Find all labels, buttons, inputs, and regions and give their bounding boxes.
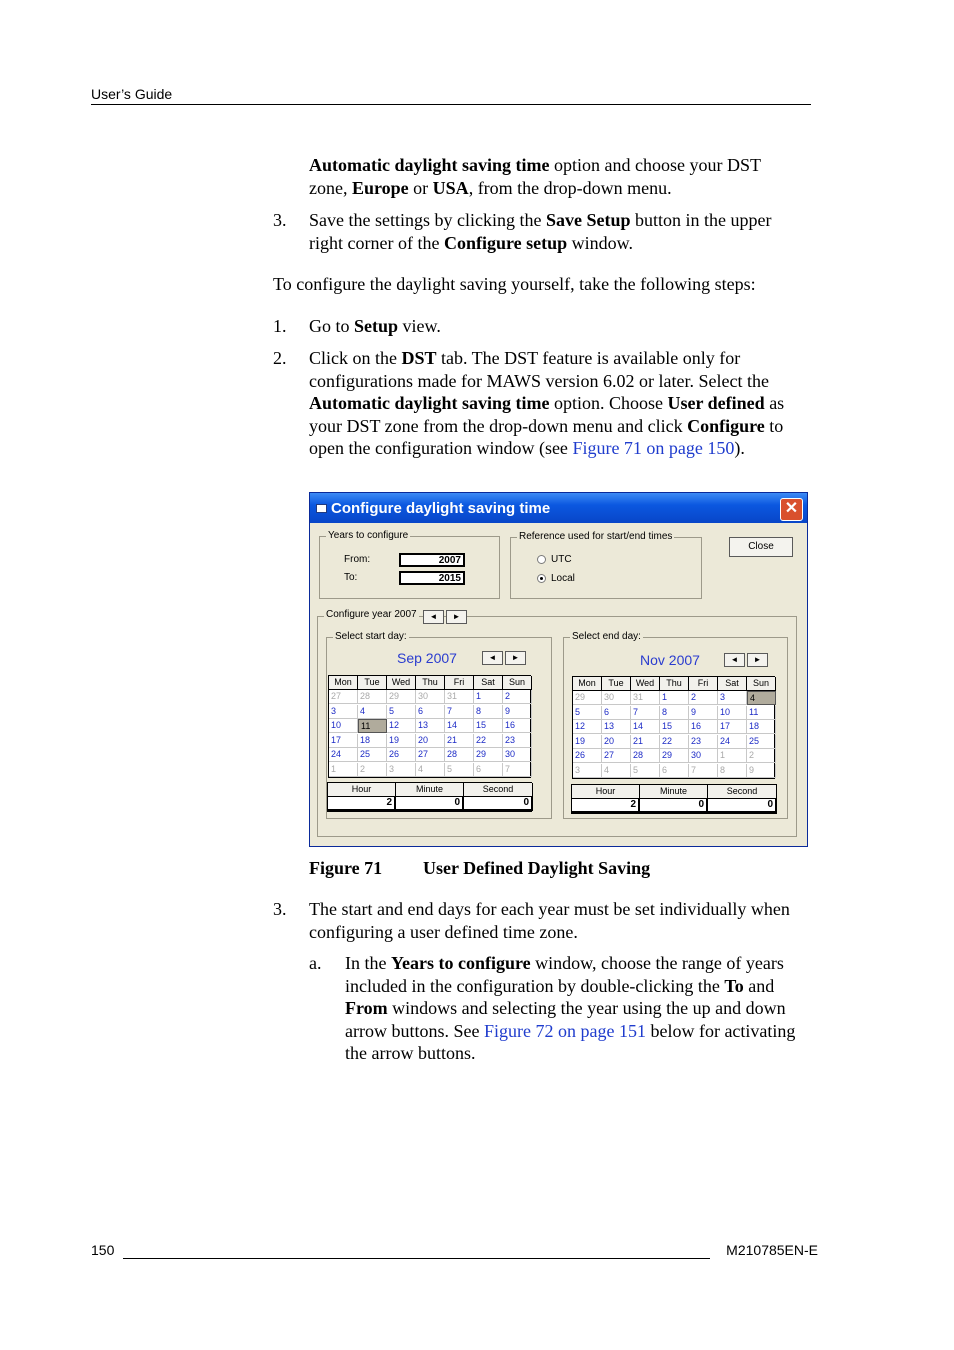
- calendar-day[interactable]: 10: [718, 706, 747, 720]
- calendar-day[interactable]: 7: [689, 764, 718, 778]
- figure-caption-number: Figure 71: [309, 858, 383, 878]
- calendar-day[interactable]: 29: [474, 748, 503, 762]
- bold-term: User defined: [667, 393, 765, 413]
- calendar-day[interactable]: 3: [718, 691, 747, 705]
- group-label: Select start day:: [335, 631, 407, 642]
- end-next-month-button[interactable]: ►: [747, 653, 768, 667]
- bold-term: Save Setup: [545, 210, 631, 230]
- day-header: Mon: [329, 676, 358, 690]
- calendar-day[interactable]: 29: [387, 690, 416, 704]
- time-header: Minute: [396, 783, 464, 797]
- substep-years: [345, 952, 795, 1065]
- end-prev-month-button[interactable]: ◄: [724, 653, 745, 667]
- calendar-day[interactable]: 28: [358, 690, 387, 704]
- text-span: window, choose the range of years: [530, 953, 784, 973]
- to-year-field[interactable]: 2015: [399, 571, 465, 585]
- end-time-fields: [571, 784, 777, 814]
- bold-term: Years to configure: [390, 953, 531, 973]
- step-go-to-setup: [309, 315, 441, 338]
- calendar-day[interactable]: 22: [660, 735, 689, 749]
- bold-term: Setup: [354, 316, 399, 336]
- calendar-day[interactable]: 17: [718, 720, 747, 734]
- time-header: Minute: [640, 785, 708, 799]
- calendar-day[interactable]: 2: [747, 749, 776, 763]
- calendar-day[interactable]: 15: [660, 720, 689, 734]
- calendar-day[interactable]: 16: [689, 720, 718, 734]
- text-span: option and choose your DST: [549, 155, 761, 175]
- calendar-day[interactable]: 30: [689, 749, 718, 763]
- time-value-field[interactable]: 0: [708, 799, 777, 813]
- utc-radio[interactable]: [537, 555, 546, 564]
- text-span: windows and selecting the year using the up and down: [387, 998, 786, 1018]
- text-span: arrow buttons. See: [345, 1020, 484, 1041]
- configure-dst-window: [309, 492, 808, 847]
- text-span: configurations made for MAWS version 6.02 or later. Select the: [309, 370, 769, 391]
- calendar-day[interactable]: 28: [445, 748, 474, 762]
- calendar-day[interactable]: 4: [602, 764, 631, 778]
- calendar-day[interactable]: 19: [387, 734, 416, 748]
- text-span: the arrow buttons.: [345, 1043, 476, 1063]
- calendar-day[interactable]: 1: [718, 749, 747, 763]
- from-label: From:: [344, 554, 371, 565]
- time-header: Hour: [328, 783, 396, 797]
- configure-year-label: Configure year 2007: [326, 609, 417, 620]
- document-id: M210785EN-E: [726, 1242, 818, 1258]
- time-value-field[interactable]: 0: [640, 799, 708, 813]
- group-label: Reference used for start/end times: [519, 531, 673, 542]
- calendar-day[interactable]: 12: [387, 719, 416, 733]
- local-radio[interactable]: [537, 574, 546, 583]
- reference-group: [510, 531, 702, 599]
- day-header: Sat: [474, 676, 503, 690]
- step-number: 1.: [273, 316, 287, 336]
- calendar-day[interactable]: 30: [503, 748, 532, 762]
- close-window-button[interactable]: ✕: [780, 498, 803, 521]
- step-number: 2.: [273, 348, 287, 368]
- time-value-field[interactable]: 2: [572, 799, 640, 813]
- calendar-day[interactable]: 14: [445, 719, 474, 733]
- calendar-day[interactable]: 4: [747, 691, 776, 705]
- local-label: Local: [551, 573, 575, 584]
- start-day-calendar[interactable]: [328, 675, 531, 778]
- calendar-day[interactable]: 5: [387, 705, 416, 719]
- calendar-day[interactable]: 21: [631, 735, 660, 749]
- prev-year-button[interactable]: ◄: [423, 610, 444, 624]
- day-header: Thu: [416, 676, 445, 690]
- calendar-day[interactable]: 15: [474, 719, 503, 733]
- window-title: Configure daylight saving time: [331, 500, 551, 517]
- calendar-day[interactable]: 18: [358, 734, 387, 748]
- calendar-day[interactable]: 5: [573, 706, 602, 720]
- text-span: window.: [567, 232, 633, 253]
- figure-71-link[interactable]: Figure 71 on page 150: [572, 438, 735, 458]
- text-span: tab. The DST feature is available only for: [436, 348, 741, 368]
- calendar-day[interactable]: 23: [689, 735, 718, 749]
- group-label: Years to configure: [328, 530, 409, 541]
- calendar-day[interactable]: 2: [503, 690, 532, 704]
- calendar-day[interactable]: 30: [416, 690, 445, 704]
- calendar-day[interactable]: 8: [660, 706, 689, 720]
- group-label: Select end day:: [572, 631, 641, 642]
- day-header: Wed: [631, 677, 660, 691]
- bold-term: Configure: [687, 415, 765, 436]
- start-prev-month-button[interactable]: ◄: [482, 651, 503, 665]
- footer-rule: [123, 1258, 710, 1259]
- text-span: view.: [398, 316, 441, 336]
- day-header: Tue: [602, 677, 631, 691]
- day-header: Sun: [503, 676, 532, 690]
- day-header: Mon: [573, 677, 602, 691]
- calendar-day[interactable]: 13: [416, 719, 445, 733]
- page-number: 150: [91, 1242, 115, 1258]
- day-header: Sun: [747, 677, 776, 691]
- day-header: Fri: [445, 676, 474, 690]
- calendar-day[interactable]: 20: [416, 734, 445, 748]
- calendar-day[interactable]: 9: [747, 764, 776, 778]
- step-save-setup: [309, 209, 771, 254]
- calendar-day[interactable]: 27: [602, 749, 631, 763]
- intro-paragraph: To configure the daylight saving yourself, take the following steps:: [273, 274, 756, 294]
- calendar-day[interactable]: 18: [747, 720, 776, 734]
- calendar-day[interactable]: 1: [329, 763, 358, 777]
- calendar-day[interactable]: 1: [660, 691, 689, 705]
- window-icon: [316, 504, 327, 513]
- calendar-day[interactable]: 17: [329, 734, 358, 748]
- start-month-label: Sep 2007: [397, 650, 457, 666]
- text-span: right corner of the: [309, 232, 444, 253]
- header-title: User’s Guide: [91, 86, 176, 102]
- utc-label: UTC: [551, 554, 572, 565]
- text-span: below for activating: [645, 1020, 796, 1041]
- start-next-month-button[interactable]: ►: [505, 651, 526, 665]
- calendar-day[interactable]: 29: [660, 749, 689, 763]
- from-year-field[interactable]: 2007: [399, 553, 465, 567]
- day-header: Fri: [689, 677, 718, 691]
- text-span: as: [764, 393, 785, 413]
- calendar-day[interactable]: 3: [329, 705, 358, 719]
- bold-term: Configure setup: [443, 232, 568, 253]
- calendar-day[interactable]: 9: [689, 706, 718, 720]
- time-header: Second: [464, 783, 533, 797]
- calendar-day[interactable]: 6: [474, 763, 503, 777]
- start-time-fields: [327, 782, 532, 812]
- calendar-day[interactable]: 27: [416, 748, 445, 762]
- calendar-day[interactable]: 25: [747, 735, 776, 749]
- day-header: Tue: [358, 676, 387, 690]
- calendar-day[interactable]: 30: [602, 691, 631, 705]
- time-value-field[interactable]: 2: [328, 797, 396, 811]
- text-span: zone,: [309, 177, 352, 198]
- calendar-day[interactable]: 19: [573, 735, 602, 749]
- text-span: Click on the: [309, 348, 402, 368]
- calendar-day[interactable]: 20: [602, 735, 631, 749]
- bold-term: Automatic daylight saving time: [309, 393, 550, 413]
- calendar-day[interactable]: 5: [445, 763, 474, 777]
- calendar-day[interactable]: 6: [602, 706, 631, 720]
- calendar-day[interactable]: 24: [329, 748, 358, 762]
- calendar-day[interactable]: 28: [631, 749, 660, 763]
- calendar-day[interactable]: 8: [474, 705, 503, 719]
- calendar-day[interactable]: 6: [416, 705, 445, 719]
- text-span: included in the configuration by double-clicking the: [345, 975, 725, 996]
- calendar-day[interactable]: 16: [503, 719, 532, 733]
- calendar-day[interactable]: 7: [445, 705, 474, 719]
- calendar-day[interactable]: 7: [503, 763, 532, 777]
- bold-term: Automatic daylight saving time: [309, 155, 550, 175]
- calendar-day[interactable]: 8: [718, 764, 747, 778]
- calendar-day[interactable]: 29: [573, 691, 602, 705]
- calendar-day[interactable]: 2: [689, 691, 718, 705]
- time-header: Hour: [572, 785, 640, 799]
- figure-72-link[interactable]: Figure 72 on page 151: [483, 1020, 646, 1041]
- text-span: option. Choose: [549, 393, 668, 413]
- text-span: your DST zone from the drop-down menu and click: [309, 415, 688, 436]
- text-span: or: [408, 177, 433, 198]
- calendar-day[interactable]: 21: [445, 734, 474, 748]
- calendar-day[interactable]: 31: [631, 691, 660, 705]
- step-number: 3.: [273, 899, 287, 919]
- text-span: to: [764, 415, 784, 436]
- substep-letter: a.: [309, 953, 322, 973]
- text-span: and: [743, 975, 775, 996]
- time-header: Second: [708, 785, 777, 799]
- calendar-day[interactable]: 26: [573, 749, 602, 763]
- calendar-day[interactable]: 1: [474, 690, 503, 704]
- step-start-end-days: [309, 898, 790, 943]
- title-bar: [310, 493, 807, 523]
- text-span: ).: [734, 438, 745, 458]
- text-span: , from the drop-down menu.: [468, 177, 672, 198]
- calendar-day[interactable]: 6: [660, 764, 689, 778]
- bold-term: To: [724, 975, 744, 996]
- calendar-day[interactable]: 31: [445, 690, 474, 704]
- text-span: The start and end days for each year must be set individually when: [309, 899, 790, 919]
- end-day-calendar[interactable]: [572, 676, 775, 779]
- end-month-label: Nov 2007: [640, 652, 700, 668]
- calendar-day[interactable]: 25: [358, 748, 387, 762]
- calendar-day[interactable]: 24: [718, 735, 747, 749]
- calendar-day[interactable]: 10: [329, 719, 358, 733]
- calendar-day[interactable]: 2: [358, 763, 387, 777]
- calendar-day[interactable]: 13: [602, 720, 631, 734]
- calendar-day[interactable]: 12: [573, 720, 602, 734]
- page-footer: [91, 1242, 818, 1260]
- close-button[interactable]: Close: [729, 537, 793, 557]
- calendar-day[interactable]: 4: [358, 705, 387, 719]
- bold-term: USA: [432, 177, 469, 198]
- calendar-day[interactable]: 7: [631, 706, 660, 720]
- calendar-day[interactable]: 26: [387, 748, 416, 762]
- calendar-day[interactable]: 22: [474, 734, 503, 748]
- bold-term: From: [345, 998, 388, 1018]
- years-to-configure-group: [319, 530, 500, 599]
- text-span: Go to: [309, 316, 354, 336]
- select-start-day-group: [326, 631, 552, 819]
- to-label: To:: [344, 572, 358, 583]
- calendar-day[interactable]: 4: [416, 763, 445, 777]
- bold-term: DST: [401, 348, 437, 368]
- step-dst-tab: [309, 347, 784, 460]
- day-header: Sat: [718, 677, 747, 691]
- step-number: 3.: [273, 210, 287, 230]
- page-header: [91, 86, 811, 105]
- calendar-day[interactable]: 11: [358, 719, 387, 733]
- calendar-day[interactable]: 3: [573, 764, 602, 778]
- time-value-field[interactable]: 0: [464, 797, 533, 811]
- calendar-day[interactable]: 23: [503, 734, 532, 748]
- text-span: button in the upper: [630, 210, 772, 230]
- calendar-day[interactable]: 27: [329, 690, 358, 704]
- next-year-button[interactable]: ►: [446, 610, 467, 624]
- calendar-day[interactable]: 14: [631, 720, 660, 734]
- calendar-day[interactable]: 3: [387, 763, 416, 777]
- calendar-day[interactable]: 5: [631, 764, 660, 778]
- paragraph-continuation: [309, 154, 761, 199]
- day-header: Thu: [660, 677, 689, 691]
- calendar-day[interactable]: 11: [747, 706, 776, 720]
- figure-caption-text: User Defined Daylight Saving: [423, 858, 651, 878]
- day-header: Wed: [387, 676, 416, 690]
- time-value-field[interactable]: 0: [396, 797, 464, 811]
- calendar-day[interactable]: 9: [503, 705, 532, 719]
- configure-year-group: [317, 609, 797, 837]
- text-span: open the configuration window (see: [309, 438, 573, 458]
- text-span: configuring a user defined time zone.: [309, 921, 578, 942]
- text-span: In the: [345, 953, 391, 973]
- bold-term: Europe: [351, 177, 409, 198]
- select-end-day-group: [563, 631, 788, 819]
- text-span: Save the settings by clicking the: [309, 210, 546, 230]
